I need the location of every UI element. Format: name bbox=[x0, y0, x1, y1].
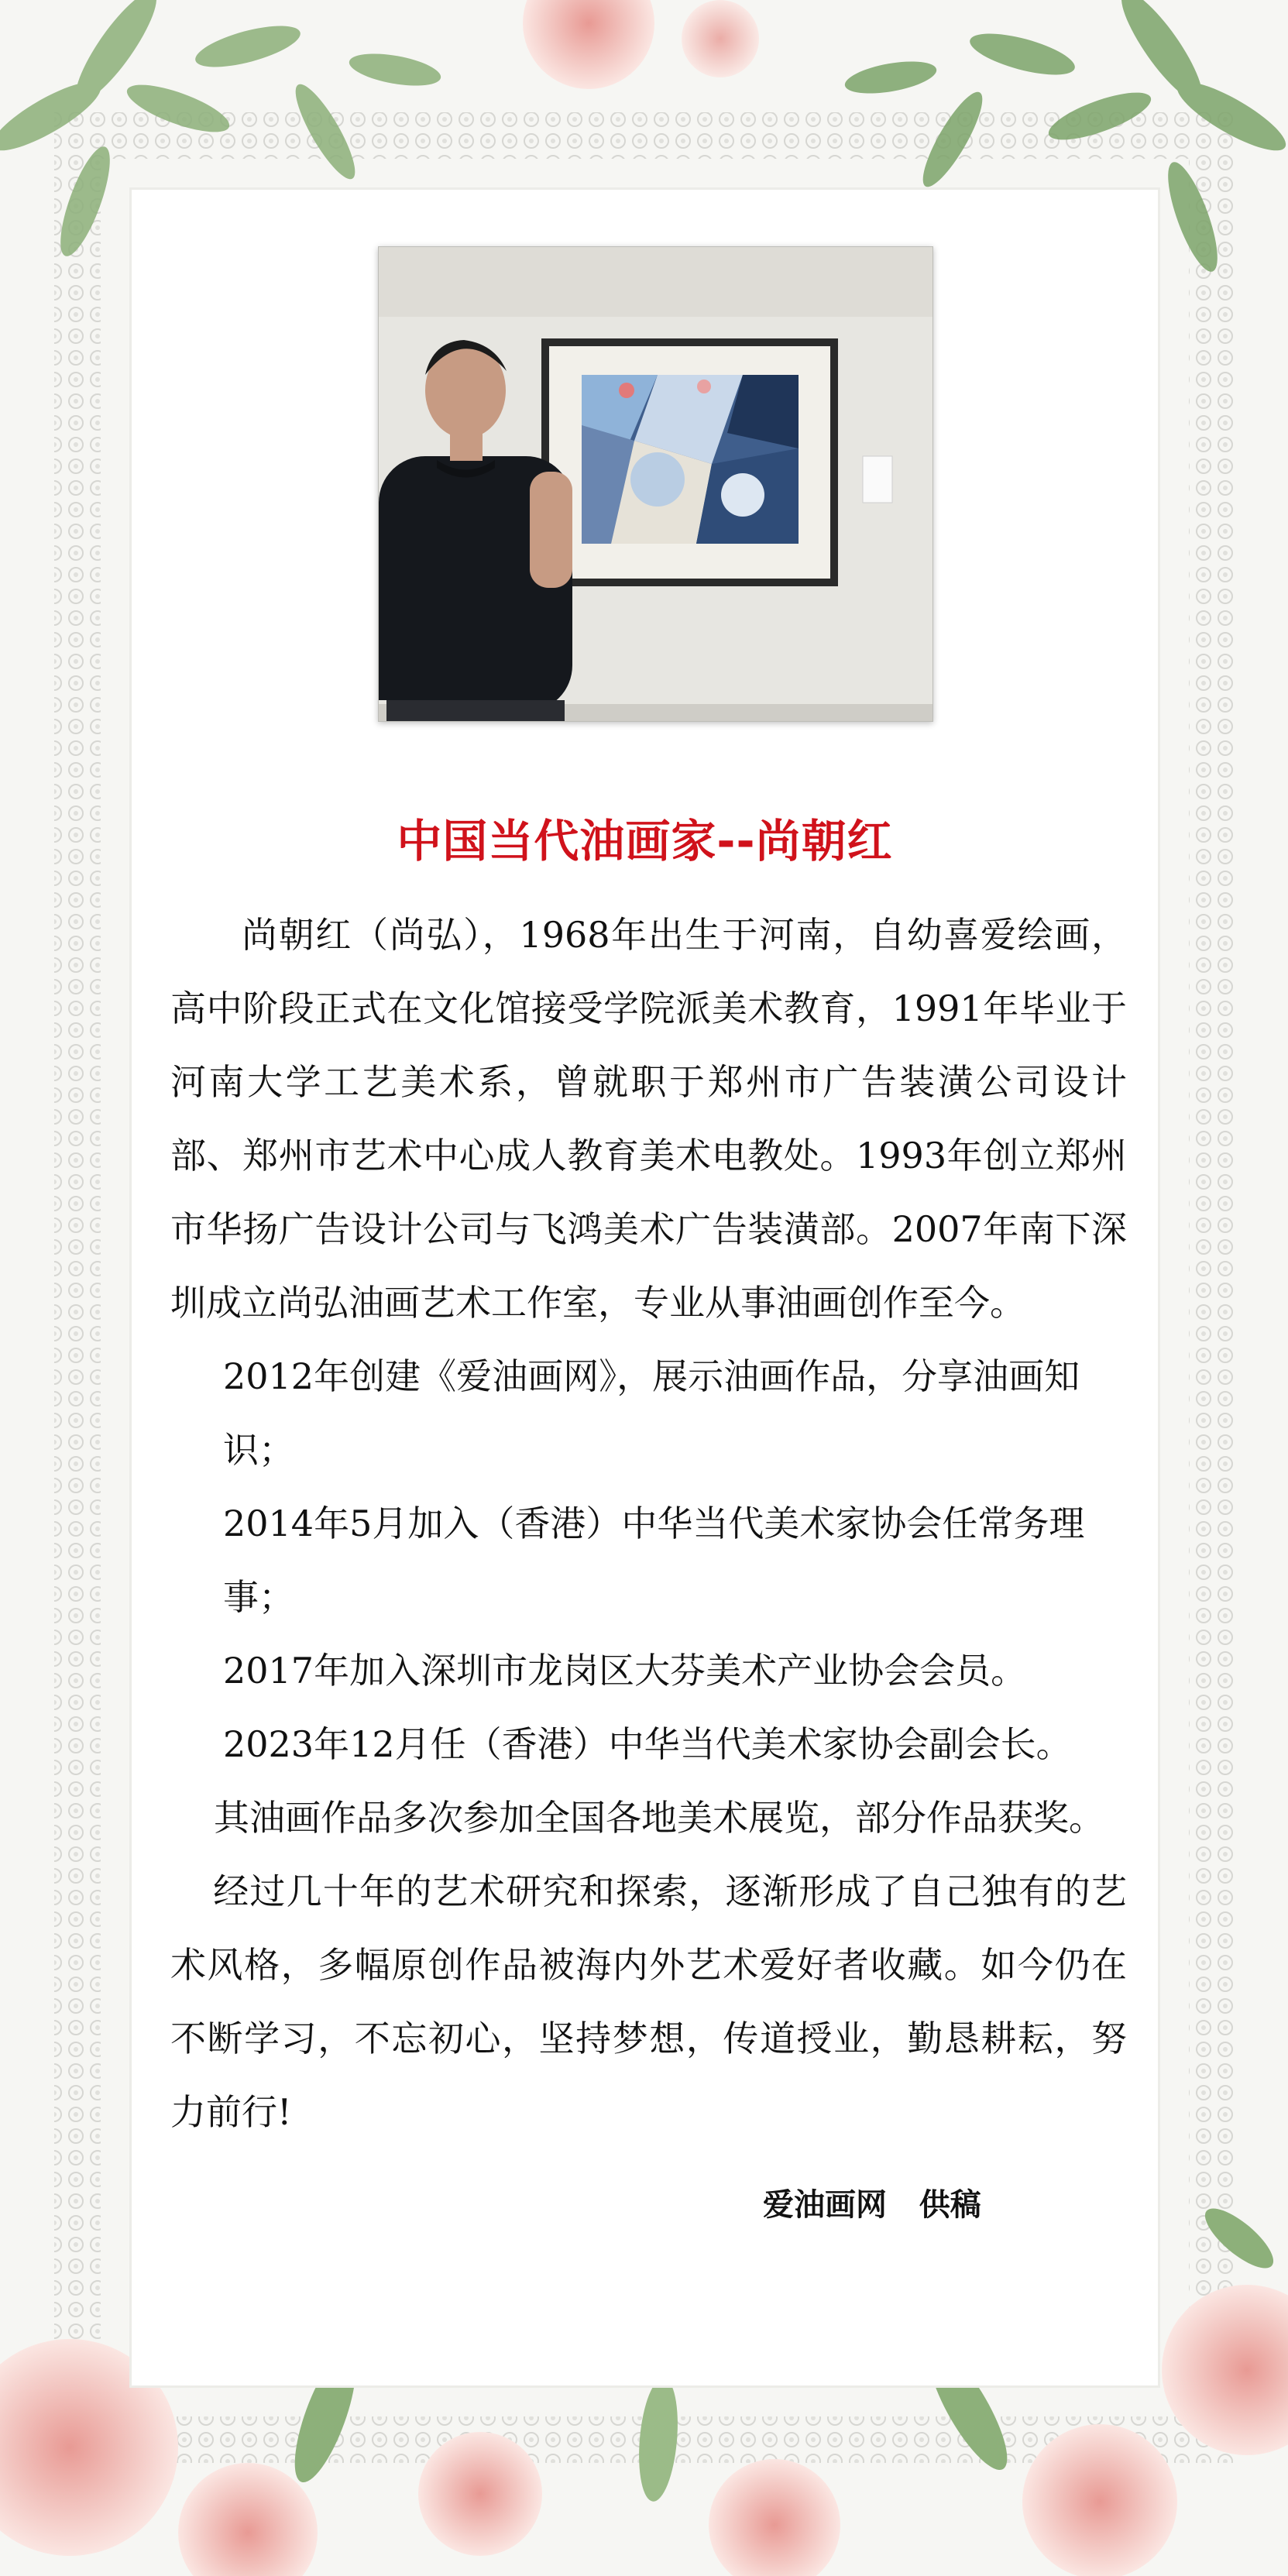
source-credit: 爱油画网 供稿 bbox=[763, 2186, 981, 2223]
bio-intro: 尚朝红（尚弘），1968年出生于河南，自幼喜爱绘画，高中阶段正式在文化馆接受学院派美术教育，1991年毕业于河南大学工艺美术系，曾就职于郑州市广告装潢公司设计部、郑州市艺术中心成人教育美术电教处。1993年创立郑州市华扬广告设计公司与飞鸿美术广告装潢部。2007年南下深圳成立尚弘油画艺术工作室，专业从事油画创作至今。 bbox=[170, 914, 1127, 1324]
milestone-2014: 2014年5月加入（香港）中华当代美术家协会任常务理事； bbox=[223, 1503, 1085, 1618]
artist-photo bbox=[378, 246, 933, 722]
biography-text bbox=[170, 898, 1127, 2149]
milestone-2012: 2012年创建《爱油画网》，展示油画作品，分享油画知识； bbox=[223, 1355, 1080, 1471]
milestone-2023: 2023年12月任（香港）中华当代美术家协会副会长。 bbox=[223, 1723, 1072, 1765]
bio-closing: 经过几十年的艺术研究和探索，逐渐形成了自己独有的艺术风格，多幅原创作品被海内外艺术爱好者收藏。如今仍在不断学习，不忘初心，坚持梦想，传道授业，勤恳耕耘，努力前行! bbox=[170, 1870, 1127, 2133]
rose-top bbox=[523, 0, 654, 89]
bio-exhibitions: 其油画作品多次参加全国各地美术展览，部分作品获奖。 bbox=[214, 1797, 1104, 1839]
framed-painting bbox=[541, 338, 838, 586]
page-title: 中国当代油画家--尚朝红 bbox=[397, 814, 893, 867]
milestone-2017: 2017年加入深圳市龙岗区大芬美术产业协会会员。 bbox=[223, 1650, 1027, 1692]
